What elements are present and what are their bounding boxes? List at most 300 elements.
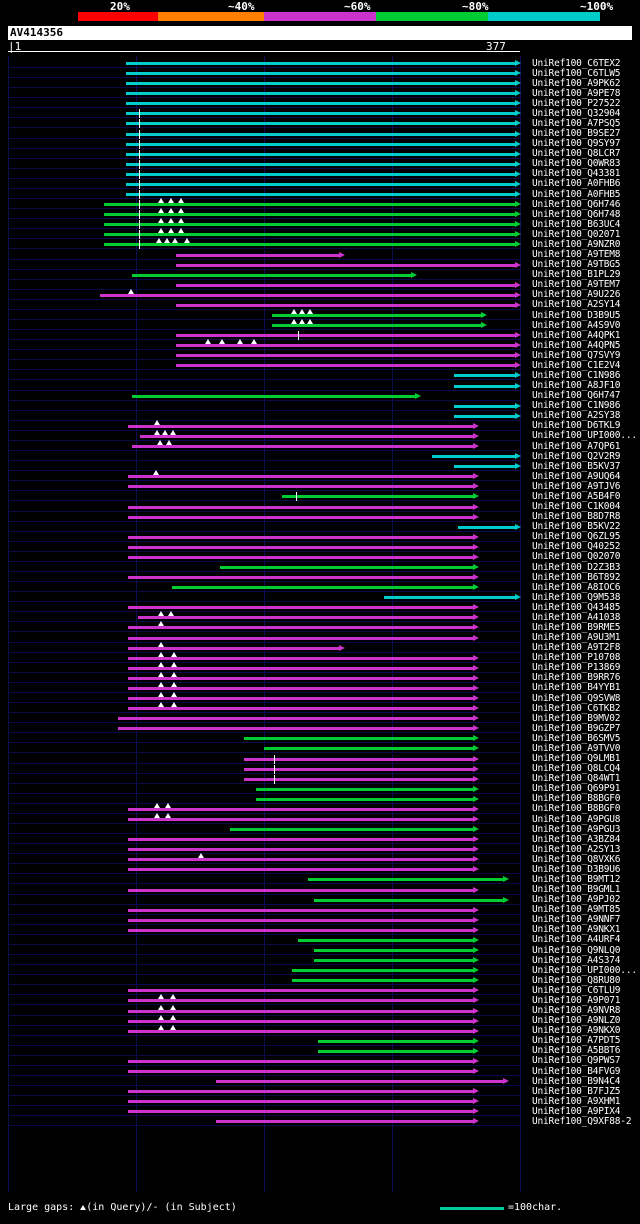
row-baseline <box>8 662 520 663</box>
hit-accession-label[interactable]: UniRef100_A9TEM8 <box>532 249 621 261</box>
hit-accession-label[interactable]: UniRef100_Q84WT1 <box>532 773 621 785</box>
hit-accession-label[interactable]: UniRef100_Q40252 <box>532 541 621 553</box>
hit-direction-arrow-icon <box>515 211 521 217</box>
hit-bar-body <box>128 475 473 478</box>
hit-accession-label[interactable]: UniRef100_B4YYB1 <box>532 682 621 694</box>
hit-accession-label[interactable]: UniRef100_A9UQ64 <box>532 470 621 482</box>
hit-accession-label[interactable]: UniRef100_A9TVV0 <box>532 742 621 754</box>
hit-accession-label[interactable]: UniRef100_Q9M538 <box>532 591 621 603</box>
row-baseline <box>8 218 520 219</box>
hit-accession-label[interactable]: UniRef100_B9MT12 <box>532 873 621 885</box>
alignment-hit-bar[interactable] <box>100 294 520 297</box>
hit-accession-label[interactable]: UniRef100_C6TKB2 <box>532 702 621 714</box>
hit-direction-arrow-icon <box>473 836 479 842</box>
row-baseline <box>8 1085 520 1086</box>
alignment-hit-bar[interactable] <box>128 1060 478 1063</box>
alignment-hit-bar[interactable] <box>292 969 478 972</box>
alignment-hit-bar[interactable] <box>128 657 478 660</box>
hit-accession-label[interactable]: UniRef100_D3B9U5 <box>532 309 621 321</box>
hit-bar-body <box>118 717 473 720</box>
query-gap-marker-icon <box>307 319 313 324</box>
row-baseline <box>8 722 520 723</box>
hit-accession-label[interactable]: UniRef100_A9U226 <box>532 289 621 301</box>
hit-accession-label[interactable]: UniRef100_B9GML1 <box>532 884 621 896</box>
alignment-hit-bar[interactable] <box>220 566 478 569</box>
alignment-hit-bar[interactable] <box>244 737 478 740</box>
hit-accession-label[interactable]: UniRef100_A9NVR8 <box>532 1005 621 1017</box>
alignment-hit-bar[interactable] <box>282 495 478 498</box>
alignment-hit-bar[interactable] <box>128 637 478 640</box>
hit-accession-label[interactable]: UniRef100_B6T892 <box>532 571 621 583</box>
hit-accession-label[interactable]: UniRef100_D2Z3B3 <box>532 561 621 573</box>
alignment-hit-bar[interactable] <box>128 576 478 579</box>
alignment-hit-bar[interactable] <box>454 465 520 468</box>
alignment-hit-bar[interactable] <box>128 1100 478 1103</box>
hit-accession-label[interactable]: UniRef100_P13869 <box>532 662 621 674</box>
hit-accession-label[interactable]: UniRef100_A9PGU3 <box>532 823 621 835</box>
hit-accession-label[interactable]: UniRef100_B8BGF0 <box>532 803 621 815</box>
query-gap-marker-icon <box>171 652 177 657</box>
alignment-hit-bar[interactable] <box>128 546 478 549</box>
hit-bar-body <box>128 1090 473 1093</box>
hit-bar-body <box>132 274 411 277</box>
alignment-hit-bar[interactable] <box>126 102 520 105</box>
hit-bar-body <box>126 173 515 176</box>
hit-direction-arrow-icon <box>515 403 521 409</box>
row-baseline <box>8 621 520 622</box>
alignment-hit-bar[interactable] <box>292 979 478 982</box>
hit-accession-label[interactable]: UniRef100_Q43381 <box>532 168 621 180</box>
hit-accession-label[interactable]: UniRef100_A7PSQ5 <box>532 117 621 129</box>
hit-bar-body <box>128 929 473 932</box>
subject-gap-marker-icon <box>274 765 275 774</box>
alignment-hit-bar[interactable] <box>128 475 478 478</box>
row-baseline <box>8 410 520 411</box>
hit-accession-label[interactable]: UniRef100_C6TEX2 <box>532 57 621 69</box>
hit-accession-label[interactable]: UniRef100_Q9PWS7 <box>532 1055 621 1067</box>
hit-bar-body <box>128 626 473 629</box>
alignment-hit-bar[interactable] <box>128 858 478 861</box>
alignment-hit-bar[interactable] <box>176 304 520 307</box>
hit-accession-label[interactable]: UniRef100_Q8RU80 <box>532 974 621 986</box>
hit-accession-label[interactable]: UniRef100_A0FHB6 <box>532 178 621 190</box>
alignment-hit-bar[interactable] <box>244 768 478 771</box>
alignment-hit-bar[interactable] <box>454 405 520 408</box>
hit-direction-arrow-icon <box>515 372 521 378</box>
hit-accession-label[interactable]: UniRef100_A9P071 <box>532 994 621 1006</box>
alignment-hit-bar[interactable] <box>132 274 416 277</box>
hit-direction-arrow-icon <box>473 1038 479 1044</box>
hit-bar-body <box>292 979 473 982</box>
hit-bar-body <box>454 385 515 388</box>
hit-direction-arrow-icon <box>503 897 509 903</box>
alignment-hit-bar[interactable] <box>128 818 478 821</box>
hit-accession-label[interactable]: UniRef100_C6TLU9 <box>532 984 621 996</box>
alignment-hit-bar[interactable] <box>104 233 520 236</box>
alignment-hit-bar[interactable] <box>454 415 520 418</box>
hit-accession-label[interactable]: UniRef100_A4S374 <box>532 954 621 966</box>
row-baseline <box>8 863 520 864</box>
alignment-hit-bar[interactable] <box>128 687 478 690</box>
hit-accession-label[interactable]: UniRef100_A0FHB5 <box>532 188 621 200</box>
hit-accession-label[interactable]: UniRef100_A9PE78 <box>532 87 621 99</box>
hit-accession-label[interactable]: UniRef100_B4FVG9 <box>532 1065 621 1077</box>
hit-direction-arrow-icon <box>515 262 521 268</box>
alignment-hit-bar[interactable] <box>104 203 520 206</box>
hit-accession-label[interactable]: UniRef100_UPI000... <box>532 964 637 976</box>
alignment-hit-bar[interactable] <box>308 878 508 881</box>
alignment-hit-bar[interactable] <box>176 284 520 287</box>
hit-direction-arrow-icon <box>515 332 521 338</box>
hit-accession-label[interactable]: UniRef100_Q7SVY9 <box>532 349 621 361</box>
alignment-hit-bar[interactable] <box>128 838 478 841</box>
row-baseline <box>8 390 520 391</box>
hit-accession-label[interactable]: UniRef100_Q6ZL95 <box>532 531 621 543</box>
hit-accession-label[interactable]: UniRef100_Q6H747 <box>532 390 621 402</box>
alignment-hit-bar[interactable] <box>128 1020 478 1023</box>
alignment-hit-bar[interactable] <box>176 254 344 257</box>
hit-bar-body <box>128 556 473 559</box>
alignment-hit-bar[interactable] <box>128 929 478 932</box>
alignment-hit-bar[interactable] <box>128 1030 478 1033</box>
hit-direction-arrow-icon <box>515 413 521 419</box>
hit-bar-body <box>128 989 473 992</box>
hit-accession-label[interactable]: UniRef100_A9XHM1 <box>532 1095 621 1107</box>
hit-accession-label[interactable]: UniRef100_B7FJZ5 <box>532 1085 621 1097</box>
hit-direction-arrow-icon <box>473 534 479 540</box>
row-baseline <box>8 168 520 169</box>
hit-direction-arrow-icon <box>473 967 479 973</box>
alignment-hit-bar[interactable] <box>140 435 478 438</box>
alignment-hit-bar[interactable] <box>314 949 478 952</box>
query-gap-marker-icon <box>178 208 184 213</box>
alignment-hit-bar[interactable] <box>244 778 478 781</box>
alignment-hit-bar[interactable] <box>176 334 520 337</box>
hit-direction-arrow-icon <box>515 120 521 126</box>
hit-accession-label[interactable]: UniRef100_C1K004 <box>532 501 621 513</box>
subject-gap-marker-icon <box>139 180 140 189</box>
hit-accession-label[interactable]: UniRef100_A7QP61 <box>532 440 621 452</box>
alignment-hit-bar[interactable] <box>128 999 478 1002</box>
row-baseline <box>8 601 520 602</box>
hit-accession-label[interactable]: UniRef100_B9RME5 <box>532 621 621 633</box>
hit-direction-arrow-icon <box>515 110 521 116</box>
hit-accession-label[interactable]: UniRef100_A41038 <box>532 611 621 623</box>
alignment-hit-bar[interactable] <box>230 828 478 831</box>
row-baseline <box>8 521 520 522</box>
hit-accession-label[interactable]: UniRef100_Q9XF88-2 <box>532 1115 632 1127</box>
hit-direction-arrow-icon <box>515 453 521 459</box>
alignment-hit-bar[interactable] <box>318 1050 478 1053</box>
row-baseline <box>8 631 520 632</box>
hit-accession-label[interactable]: UniRef100_A9MT85 <box>532 904 621 916</box>
alignment-hit-bar[interactable] <box>128 919 478 922</box>
hit-accession-label[interactable]: UniRef100_Q6H746 <box>532 198 621 210</box>
query-gap-marker-icon <box>172 238 178 243</box>
hit-accession-label[interactable]: UniRef100_B8D7R8 <box>532 511 621 523</box>
hit-direction-arrow-icon <box>515 594 521 600</box>
alignment-hit-bar[interactable] <box>128 536 478 539</box>
hit-accession-label[interactable]: UniRef100_A8IOC6 <box>532 581 621 593</box>
alignment-hit-bar[interactable] <box>118 727 478 730</box>
alignment-hit-bar[interactable] <box>128 677 478 680</box>
hit-accession-label[interactable]: UniRef100_P27522 <box>532 97 621 109</box>
query-gap-marker-icon <box>251 339 257 344</box>
hit-accession-label[interactable]: UniRef100_B1PL29 <box>532 269 621 281</box>
hit-accession-label[interactable]: UniRef100_B9GZP7 <box>532 722 621 734</box>
alignment-hit-bar[interactable] <box>128 1010 478 1013</box>
hit-bar-body <box>132 445 473 448</box>
hit-accession-label[interactable]: UniRef100_Q69P91 <box>532 783 621 795</box>
hit-direction-arrow-icon <box>473 675 479 681</box>
alignment-hit-bar[interactable] <box>126 62 520 65</box>
hit-accession-label[interactable]: UniRef100_Q32904 <box>532 107 621 119</box>
hit-accession-label[interactable]: UniRef100_A9NZR0 <box>532 238 621 250</box>
hit-accession-label[interactable]: UniRef100_A8JF10 <box>532 380 621 392</box>
alignment-hit-bar[interactable] <box>128 808 478 811</box>
alignment-hit-bar[interactable] <box>314 959 478 962</box>
alignment-hit-bar[interactable] <box>126 133 520 136</box>
hit-accession-label[interactable]: UniRef100_C1N986 <box>532 400 621 412</box>
alignment-hit-bar[interactable] <box>128 626 478 629</box>
alignment-hit-bar[interactable] <box>104 243 520 246</box>
alignment-hit-bar[interactable] <box>118 717 478 720</box>
hit-accession-label[interactable]: UniRef100_Q6H748 <box>532 208 621 220</box>
hit-accession-label[interactable]: UniRef100_Q9SVW8 <box>532 692 621 704</box>
hit-accession-label[interactable]: UniRef100_A4QPN5 <box>532 339 621 351</box>
row-baseline <box>8 309 520 310</box>
alignment-hit-bar[interactable] <box>128 506 478 509</box>
row-baseline <box>8 843 520 844</box>
alignment-hit-bar[interactable] <box>128 889 478 892</box>
hit-accession-label[interactable]: UniRef100_B9MV02 <box>532 712 621 724</box>
hit-bar-body <box>314 899 503 902</box>
hit-accession-label[interactable]: UniRef100_B6SMV5 <box>532 732 621 744</box>
alignment-hit-bar[interactable] <box>384 596 520 599</box>
hit-accession-label[interactable]: UniRef100_Q0WR83 <box>532 158 621 170</box>
hit-accession-label[interactable]: UniRef100_B9SE27 <box>532 128 621 140</box>
alignment-hit-bar[interactable] <box>126 163 520 166</box>
row-baseline <box>8 369 520 370</box>
alignment-hit-bar[interactable] <box>126 122 520 125</box>
hit-accession-label[interactable]: UniRef100_Q9NLQ0 <box>532 944 621 956</box>
alignment-hit-bar[interactable] <box>256 798 478 801</box>
hit-accession-label[interactable]: UniRef100_A9PIX4 <box>532 1105 621 1117</box>
hit-accession-label[interactable]: UniRef100_A9NKX0 <box>532 1025 621 1037</box>
hit-bar-body <box>272 324 481 327</box>
hit-accession-label[interactable]: UniRef100_A2SY38 <box>532 410 621 422</box>
alignment-hit-bar[interactable] <box>126 173 520 176</box>
alignment-hit-bar[interactable] <box>104 213 520 216</box>
query-gap-marker-icon <box>158 611 164 616</box>
hit-bar-body <box>128 838 473 841</box>
alignment-hit-bar[interactable] <box>128 606 478 609</box>
hit-accession-label[interactable]: UniRef100_A9TEM7 <box>532 279 621 291</box>
hit-accession-label[interactable]: UniRef100_Q43485 <box>532 601 621 613</box>
alignment-hit-bar[interactable] <box>126 193 520 196</box>
hit-accession-label[interactable]: UniRef100_D6TKL9 <box>532 420 621 432</box>
hit-accession-label[interactable]: UniRef100_Q8LCQ4 <box>532 763 621 775</box>
hit-bar-body <box>128 889 473 892</box>
hit-direction-arrow-icon <box>481 322 487 328</box>
alignment-hit-bar[interactable] <box>128 868 478 871</box>
hit-bar-body <box>104 203 515 206</box>
hit-accession-label[interactable]: UniRef100_A9TBG5 <box>532 259 621 271</box>
alignment-hit-bar[interactable] <box>216 1080 508 1083</box>
alignment-hit-bar[interactable] <box>128 667 478 670</box>
hit-accession-label[interactable]: UniRef100_D3B9U6 <box>532 863 621 875</box>
row-baseline <box>8 531 520 532</box>
alignment-hit-bar[interactable] <box>176 264 520 267</box>
alignment-hit-bar[interactable] <box>454 385 520 388</box>
alignment-hit-bar[interactable] <box>128 697 478 700</box>
alignment-hit-bar[interactable] <box>298 939 478 942</box>
alignment-hit-bar[interactable] <box>216 1120 478 1123</box>
hit-accession-label[interactable]: UniRef100_P10708 <box>532 652 621 664</box>
hit-direction-arrow-icon <box>473 907 479 913</box>
row-baseline <box>8 511 520 512</box>
alignment-hit-bar[interactable] <box>128 707 478 710</box>
alignment-hit-bar[interactable] <box>128 647 344 650</box>
alignment-hit-bar[interactable] <box>128 425 478 428</box>
alignment-hit-bar[interactable] <box>126 183 520 186</box>
row-baseline <box>8 1065 520 1066</box>
hit-accession-label[interactable]: UniRef100_A9NLZ0 <box>532 1015 621 1027</box>
hit-accession-label[interactable]: UniRef100_A9NKX1 <box>532 924 621 936</box>
hit-accession-label[interactable]: UniRef100_B8BGF0 <box>532 793 621 805</box>
alignment-hit-bar[interactable] <box>244 758 478 761</box>
row-baseline <box>8 1105 520 1106</box>
hit-bar-body <box>126 72 515 75</box>
hit-accession-label[interactable]: UniRef100_A5BBT6 <box>532 1045 621 1057</box>
hit-accession-label[interactable]: UniRef100_A4S9V0 <box>532 319 621 331</box>
alignment-hit-bar[interactable] <box>176 364 520 367</box>
subject-gap-marker-icon <box>139 220 140 229</box>
alignment-hit-bar[interactable] <box>128 485 478 488</box>
hit-accession-label[interactable]: UniRef100_A9U3M1 <box>532 632 621 644</box>
alignment-hit-bar[interactable] <box>128 1110 478 1113</box>
hit-accession-label[interactable]: UniRef100_A9TJV6 <box>532 480 621 492</box>
hit-bar-body <box>128 848 473 851</box>
row-baseline <box>8 1004 520 1005</box>
hit-accession-label[interactable]: UniRef100_B9N4C4 <box>532 1075 621 1087</box>
query-gap-marker-icon <box>184 238 190 243</box>
hit-accession-label[interactable]: UniRef100_A9PGU8 <box>532 813 621 825</box>
alignment-hit-bar[interactable] <box>272 324 486 327</box>
alignment-hit-bar[interactable] <box>132 445 478 448</box>
alignment-hit-bar[interactable] <box>128 1070 478 1073</box>
hit-accession-label[interactable]: UniRef100_A3BZ84 <box>532 833 621 845</box>
alignment-hit-bar[interactable] <box>264 747 478 750</box>
hit-accession-label[interactable]: UniRef100_A4URF4 <box>532 934 621 946</box>
hit-accession-label[interactable]: UniRef100_A4QPK1 <box>532 329 621 341</box>
hit-accession-label[interactable]: UniRef100_C6TLW5 <box>532 67 621 79</box>
hit-accession-label[interactable]: UniRef100_B5KV37 <box>532 460 621 472</box>
alignment-hit-bar[interactable] <box>126 143 520 146</box>
hit-bar-body <box>140 435 473 438</box>
hit-accession-label[interactable]: UniRef100_B9RR76 <box>532 672 621 684</box>
query-gap-marker-icon <box>158 682 164 687</box>
hit-direction-arrow-icon <box>473 1118 479 1124</box>
hit-accession-label[interactable]: UniRef100_C1E2V4 <box>532 359 621 371</box>
hit-direction-arrow-icon <box>473 1068 479 1074</box>
alignment-hit-bar[interactable] <box>126 72 520 75</box>
hit-accession-label[interactable]: UniRef100_A5B4F0 <box>532 490 621 502</box>
subject-gap-marker-icon <box>139 150 140 159</box>
alignment-hit-bar[interactable] <box>126 112 520 115</box>
hit-accession-label[interactable]: UniRef100_A9NNF7 <box>532 914 621 926</box>
hit-accession-label[interactable]: UniRef100_Q9LMB1 <box>532 753 621 765</box>
hit-accession-label[interactable]: UniRef100_B63UC4 <box>532 218 621 230</box>
hit-accession-label[interactable]: UniRef100_Q02071 <box>532 228 621 240</box>
hit-bar-body <box>128 677 473 680</box>
legend-segment-80 <box>376 12 488 21</box>
query-gap-marker-icon <box>168 198 174 203</box>
alignment-hit-bar[interactable] <box>128 909 478 912</box>
hit-accession-label[interactable]: UniRef100_B5KV22 <box>532 521 621 533</box>
alignment-hit-bar[interactable] <box>126 92 520 95</box>
alignment-hit-bar[interactable] <box>172 586 478 589</box>
hit-accession-label[interactable]: UniRef100_Q02070 <box>532 551 621 563</box>
hit-accession-label[interactable]: UniRef100_A2SY14 <box>532 299 621 311</box>
row-baseline <box>8 77 520 78</box>
hit-accession-label[interactable]: UniRef100_Q2V2R9 <box>532 450 621 462</box>
alignment-hit-bar[interactable] <box>128 516 478 519</box>
alignment-hit-bar[interactable] <box>176 344 520 347</box>
hit-accession-label[interactable]: UniRef100_A9T2F8 <box>532 642 621 654</box>
row-baseline <box>8 672 520 673</box>
hit-accession-label[interactable]: UniRef100_C1N986 <box>532 369 621 381</box>
alignment-hit-bar[interactable] <box>432 455 520 458</box>
alignment-hit-bar[interactable] <box>454 374 520 377</box>
hit-accession-label[interactable]: UniRef100_A9PJ02 <box>532 894 621 906</box>
row-baseline <box>8 541 520 542</box>
alignment-hit-bar[interactable] <box>132 395 420 398</box>
query-gap-marker-icon <box>171 662 177 667</box>
alignment-hit-bar[interactable] <box>128 848 478 851</box>
hit-accession-label[interactable]: UniRef100_Q8LCR7 <box>532 148 621 160</box>
row-baseline <box>8 430 520 431</box>
hit-bar-body <box>126 183 515 186</box>
hit-accession-label[interactable]: UniRef100_UPI000... <box>532 430 637 442</box>
alignment-hit-bar[interactable] <box>256 788 478 791</box>
alignment-hit-bar[interactable] <box>314 899 508 902</box>
hit-accession-label[interactable]: UniRef100_A7PDT5 <box>532 1035 621 1047</box>
hit-accession-label[interactable]: UniRef100_Q8VXK6 <box>532 853 621 865</box>
hit-accession-label[interactable]: UniRef100_A9PK62 <box>532 77 621 89</box>
alignment-hit-bar[interactable] <box>138 616 478 619</box>
alignment-hit-bar[interactable] <box>128 989 478 992</box>
alignment-hit-bar[interactable] <box>272 314 486 317</box>
hit-accession-label[interactable]: UniRef100_A2SY13 <box>532 843 621 855</box>
hit-bar-body <box>126 143 515 146</box>
alignment-hit-bar[interactable] <box>128 1090 478 1093</box>
hit-bar-body <box>126 92 515 95</box>
alignment-hit-bar[interactable] <box>104 223 520 226</box>
alignment-plot <box>8 56 637 1196</box>
alignment-hit-bar[interactable] <box>458 526 520 529</box>
alignment-hit-bar[interactable] <box>126 153 520 156</box>
alignment-hit-bar[interactable] <box>126 82 520 85</box>
hit-bar-body <box>138 616 473 619</box>
subject-gap-marker-icon <box>139 130 140 139</box>
alignment-hit-bar[interactable] <box>128 556 478 559</box>
row-baseline <box>8 1055 520 1056</box>
hit-direction-arrow-icon <box>473 544 479 550</box>
hit-accession-label[interactable]: UniRef100_Q9SY97 <box>532 138 621 150</box>
alignment-hit-bar[interactable] <box>176 354 520 357</box>
alignment-hit-bar[interactable] <box>318 1040 478 1043</box>
